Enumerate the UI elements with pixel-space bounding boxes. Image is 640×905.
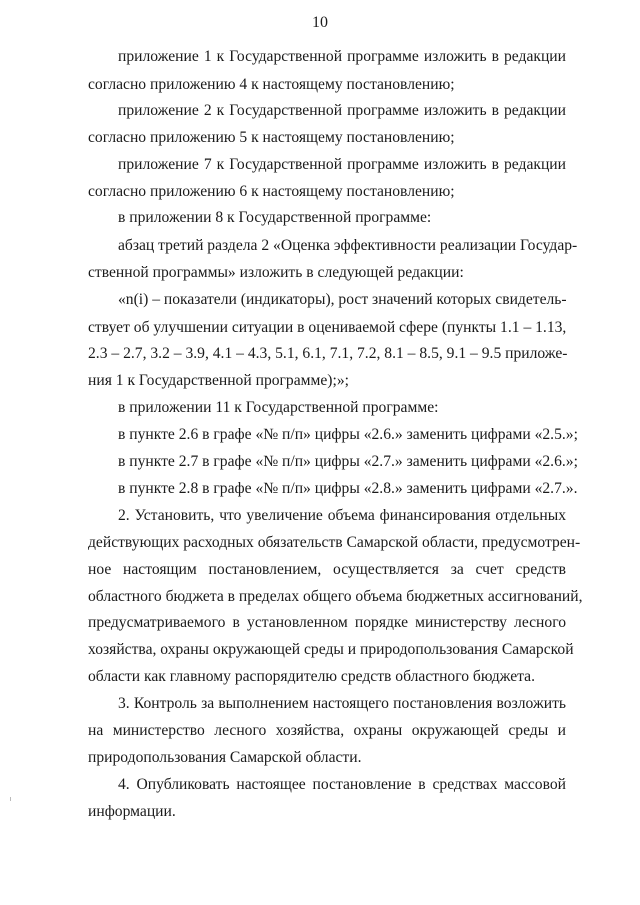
scan-mark — [10, 797, 11, 801]
text-line: в пункте 2.8 в графе «№ п/п» цифры «2.8.» заменить цифрами «2.7.». — [118, 480, 578, 497]
text-line: в приложении 8 к Государственной программе: — [118, 209, 432, 226]
text-line: в пункте 2.6 в графе «№ п/п» цифры «2.6.» заменить цифрами «2.5.»; — [118, 426, 578, 443]
text-line: природопользования Самарской области. — [88, 749, 362, 766]
text-line: приложение 2 к Государственной программе изложить в редакции — [118, 102, 566, 119]
text-line: 4. Опубликовать настоящее постановление в средствах массовой — [118, 776, 566, 793]
text-line: ное настоящим постановлением, осуществляется за счет средств — [88, 561, 566, 578]
text-line: согласно приложению 4 к настоящему постановлению; — [88, 76, 455, 93]
text-line: ния 1 к Государственной программе);»; — [88, 372, 349, 389]
text-line: «n(i) – показатели (индикаторы), рост значений которых свидетель- — [118, 291, 567, 308]
text-line: 2.3 – 2.7, 3.2 – 3.9, 4.1 – 4.3, 5.1, 6.1, 7.1, 7.2, 8.1 – 8.5, 9.1 – 9.5 приложе- — [88, 345, 568, 362]
text-line: ствует об улучшении ситуации в оцениваемой сфере (пункты 1.1 – 1.13, — [88, 319, 567, 336]
text-line: областного бюджета в пределах общего объема бюджетных ассигнований, — [88, 588, 583, 605]
text-line: информации. — [88, 803, 176, 820]
text-line: согласно приложению 5 к настоящему постановлению; — [88, 129, 455, 146]
text-line: на министерство лесного хозяйства, охраны окружающей среды и — [88, 722, 566, 739]
text-line: приложение 7 к Государственной программе изложить в редакции — [118, 156, 566, 173]
text-line: 2. Установить, что увеличение объема финансирования отдельных — [118, 507, 566, 524]
text-line: приложение 1 к Государственной программе изложить в редакции — [118, 48, 566, 65]
text-line: предусматриваемого в установленном порядке министерству лесного — [88, 614, 566, 631]
text-line: 3. Контроль за выполнением настоящего постановления возложить — [118, 695, 566, 712]
text-line: в приложении 11 к Государственной программе: — [118, 399, 439, 416]
text-line: согласно приложению 6 к настоящему постановлению; — [88, 183, 455, 200]
page-number: 10 — [312, 14, 328, 31]
text-line: области как главному распорядителю средств областного бюджета. — [88, 668, 535, 685]
text-line: хозяйства, охраны окружающей среды и природопользования Самарской — [88, 641, 574, 658]
text-line: ственной программы» изложить в следующей редакции: — [88, 264, 464, 281]
text-line: действующих расходных обязательств Самарской области, предусмотрен- — [88, 534, 581, 551]
text-line: в пункте 2.7 в графе «№ п/п» цифры «2.7.» заменить цифрами «2.6.»; — [118, 453, 578, 470]
text-line: абзац третий раздела 2 «Оценка эффективности реализации Государ- — [118, 237, 578, 254]
